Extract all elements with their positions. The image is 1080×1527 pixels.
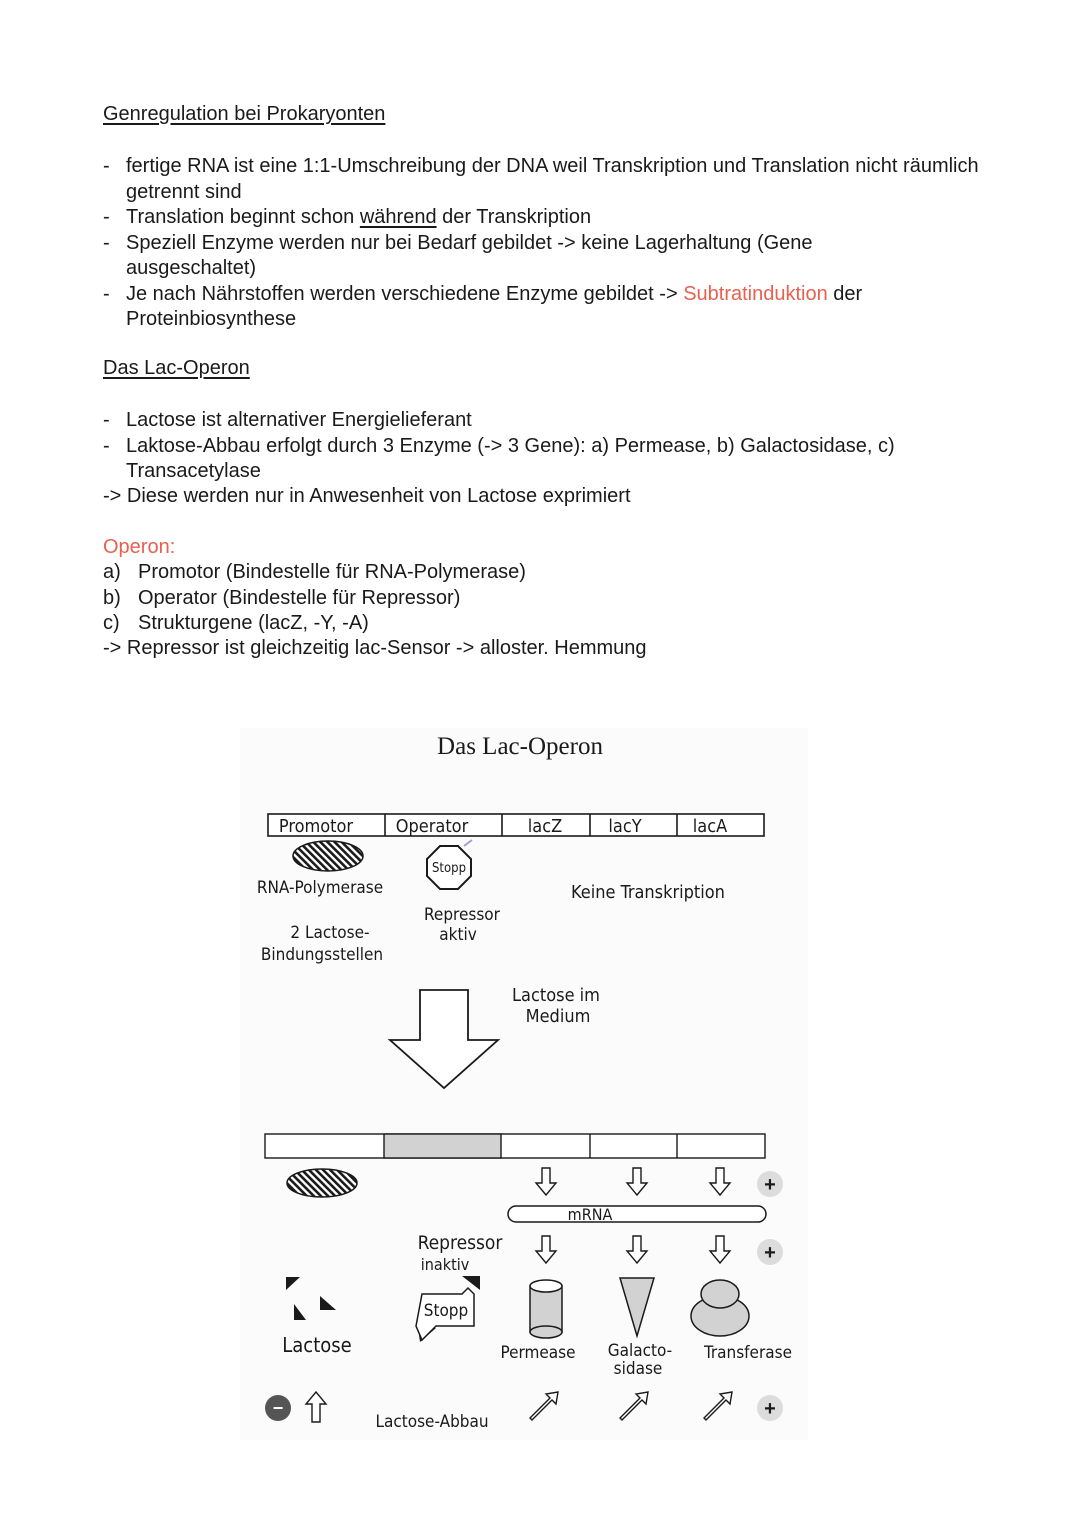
repressor-active-label: Repressor xyxy=(424,905,500,925)
list-item: c) Strukturgene (lacZ, -Y, -A) xyxy=(103,612,369,634)
operon-list xyxy=(103,560,526,637)
segment-operator: Operator xyxy=(395,816,469,837)
rna-polymerase-shape xyxy=(293,841,363,871)
mrna-label: mRNA xyxy=(567,1205,613,1224)
lactose-label: Lactose xyxy=(282,1333,352,1357)
operon-bar-repressed xyxy=(268,814,764,837)
lactose-medium-label-1: Lactose im xyxy=(512,985,600,1006)
galactosidase-label-1: Galacto- xyxy=(607,1341,673,1361)
repressor-inactive-label: Repressor xyxy=(417,1232,503,1254)
permease-label: Permease xyxy=(500,1343,576,1363)
genregulation-list xyxy=(103,154,1003,333)
plus-sign: + xyxy=(764,1398,776,1420)
operon-heading: Operon: xyxy=(103,536,176,558)
minus-sign: − xyxy=(272,1398,284,1418)
list-item: - Speziell Enzyme werden nur bei Bedarf gebildet -> keine Lagerhaltung (Gene ausgeschaltet) xyxy=(103,231,1003,282)
galactosidase-label-2: sidase xyxy=(613,1359,663,1379)
repressor-active-state: aktiv xyxy=(439,925,477,945)
section-title-lac-operon: Das Lac-Operon xyxy=(103,357,250,379)
no-transcription-label: Keine Transkription xyxy=(571,882,725,903)
list-item: - fertige RNA ist eine 1:1-Umschreibung der DNA weil Transkription und Translation nicht räumlich getrennt sind xyxy=(103,154,1003,205)
rna-polymerase-bound-shape xyxy=(287,1169,357,1197)
stop-label-inactive: Stopp xyxy=(423,1301,469,1321)
lac-operon-list xyxy=(103,408,1003,485)
operon-conclusion: -> Repressor ist gleichzeitig lac-Sensor -> alloster. Hemmung xyxy=(103,637,647,659)
lactose-abbau-label: Lactose-Abbau xyxy=(375,1412,489,1432)
lac-operon-conclusion: -> Diese werden nur in Anwesenheit von Lactose exprimiert xyxy=(103,485,631,507)
lactose-medium-label-2: Medium xyxy=(525,1006,591,1027)
list-item: - Je nach Nährstoffen werden verschiedene Enzyme gebildet -> Subtratinduktion der Proteinbiosynthese xyxy=(103,282,1003,333)
list-item: - Translation beginnt schon während der Transkription xyxy=(103,205,1003,231)
binding-sites-label-2: Bindungsstellen xyxy=(260,945,384,965)
plus-sign: + xyxy=(764,1174,776,1196)
diagram-title: Das Lac-Operon xyxy=(437,733,603,760)
operon-bar-induced xyxy=(265,1134,765,1158)
highlighted-term: Subtratinduktion xyxy=(683,282,828,305)
stop-label: Stopp xyxy=(431,861,467,876)
segment-laca: lacA xyxy=(692,816,728,837)
list-item: a) Promotor (Bindestelle für RNA-Polymerase) xyxy=(103,561,526,583)
list-item: - Lactose ist alternativer Energielieferant xyxy=(103,408,1003,434)
transferase-label: Transferase xyxy=(704,1343,792,1363)
segment-promotor: Promotor xyxy=(278,816,354,837)
binding-sites-label-1: 2 Lactose- xyxy=(290,923,370,943)
permease-shape xyxy=(530,1280,562,1338)
mrna-strand xyxy=(508,1206,766,1222)
segment-lacz: lacZ xyxy=(527,816,563,837)
repressor-inactive-state: inaktiv xyxy=(420,1255,470,1274)
list-item: - Laktose-Abbau erfolgt durch 3 Enzyme (-> 3 Gene): a) Permease, b) Galactosidase, c) Transacetylase xyxy=(103,434,1003,485)
section-title-genregulation: Genregulation bei Prokaryonten xyxy=(103,103,386,125)
rna-polymerase-label: RNA-Polymerase xyxy=(256,878,384,898)
plus-sign: + xyxy=(764,1242,776,1264)
lac-operon-diagram xyxy=(240,728,808,1440)
segment-lacy: lacY xyxy=(608,816,642,837)
list-item: b) Operator (Bindestelle für Repressor) xyxy=(103,586,461,609)
